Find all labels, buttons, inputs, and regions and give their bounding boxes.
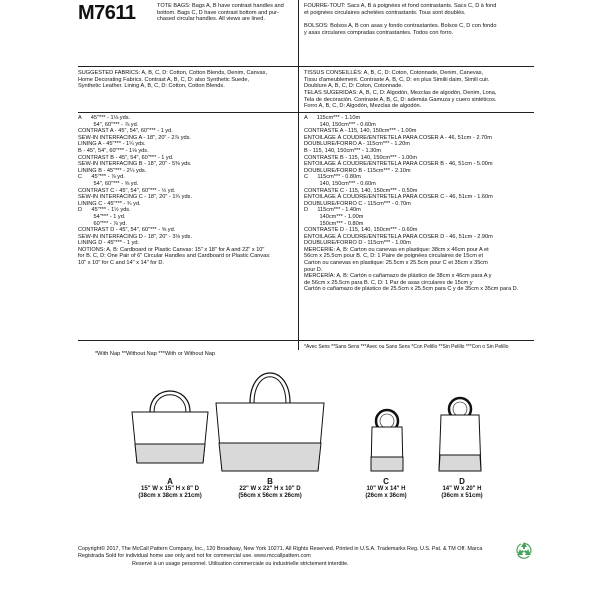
nap-key-en: *With Nap **Without Nap ***With or Without Nap [95, 351, 216, 357]
view-d-caption [414, 477, 510, 500]
header-es: BOLSOS: Bolsos A, B con asas y fondo contrastantes. Bolsos C, D con fondo y asas circulares compradas contrastantes. Todos con forro. [304, 23, 497, 36]
divider-top [78, 66, 534, 67]
bag-c-ring-inner [380, 414, 394, 428]
fabrics-fr: TISSUS CONSEILLÉS: A, B, C, D: Coton, Cotonnade, Denim, Canevas, Tissu d'ameublement. Contraste A, B, C, D: en plus Similii daim, Simili cuir. Doublure A, B, C, D: Coton, Cotonnade. [304, 70, 490, 90]
bag-b-illustration [210, 373, 330, 478]
view-c-size: 10" W x 14" H [366, 486, 406, 492]
fabrics-en: SUGGESTED FABRICS: A, B, C, D: Cotton, Cotton Blends, Denim, Canvas, Home Decorating Fabrics. Contrast A, B, C, D: also Synthetic Suede, Synthetic Leather. Lining A, B, C, D: Cotton, Cotton Blends. [78, 70, 268, 90]
view-d-size: 14" W x 20" H [442, 486, 482, 492]
column-divider [298, 0, 299, 350]
bag-d-bottom [439, 455, 481, 471]
view-d-letter: D [459, 477, 465, 486]
divider-fabrics [78, 112, 534, 113]
fabrics-es: TELAS SUGERIDAS: A, B, C, D: Algodón, Mezclas de algodón, Denim, Lona, Tela de decoración. Contraste A, B, C, D: además Gamuza y cuero sintéticos. Forro A, B, C, D: Algodón, Mezclas de algodón. [304, 90, 497, 110]
bag-b-bottom [219, 443, 321, 471]
bag-a-illustration [120, 392, 220, 472]
bag-c-bottom [371, 457, 403, 471]
pattern-number: M7611 [78, 2, 136, 24]
bag-a-handle-inner [154, 395, 186, 412]
yardage-fr-es: A 115cm*** - 1.10m 140, 150cm*** - 0.60m CONTRASTE A - 115, 140, 150cm*** - 1.00m ENTOILAGE À COUDRE/ENTRETELA PARA COSER A - 46, 51cm - 2.70m DOUBLURE/FORRO A - 115cm*** - 1.20m B - 115, 140, 150cm*** - 1.30m CONTRASTE B - 115, 140, 150cm*** - 1.00m ENTOILAGE À COUDRE/ENTRETELA PARA COSER B - 46, 51cm - 5.00m DOUBLURE/FORRO B - 115cm*** - 2.10m C 115cm*** - 0.80m 140, 150cm*** - 0.60m CONTRASTE C - 115, 140, 150cm*** - 0.50m ENTOILAGE À COUDRE/ENTRETELA PARA COSER C - 46, 51cm - 1.60m DOUBLURE/FORRO C - 115cm*** - 0.70m D 115cm*** - 1.40m 140cm*** - 1.00m 150cm*** - 0.80m CONTRASTE D - 115, 140, 150cm*** - 0.60m ENTOILAGE À COUDRE/ENTRETELA PARA COSER D - 46, 51cm - 2.90m DOUBLURE/FORRO D - 115cm*** - 1.00m MERCERIE: A, B: Carton ou canevas en plastique: 38cm x 46cm pour A et 56cm x 25.5cm pour B. C, D: 1 Paire de poignées circulaires de 15cm et Carton ou canevas en plastique: 25.5cm x 25.5cm pour C et 35cm x 35cm pour D. MERCERÍA: A, B: Cartón o cañamazo de plástico de 38cm x 46cm para A y de 56cm x 25.5cm para B. C, D: 1 Par de asas circulares de 15cm y Cartón o cañamazo de plástico de 25.5cm x 25.5cm para C y de 35cm x 35cm para D. [304, 115, 519, 293]
bag-d-illustration [425, 395, 495, 477]
view-a-metric: (38cm x 38cm x 21cm) [138, 493, 202, 499]
view-a-size: 15" W x 15" H x 8" D [141, 486, 199, 492]
nap-key-fr-es: *Avec Sens **Sans Sens ***Avec ou Sans Sens *Con Pelillo **Sin Pelillo ***Con o Sin Pelillo [304, 344, 509, 350]
view-b-caption [210, 477, 330, 500]
footer-line-3: Reservé à un usage personnel. Utilisation commerciale ou industrielle strictement interdite. [132, 561, 349, 567]
view-b-size: 22" W x 22" H x 10" D [239, 486, 301, 492]
bag-a-bottom [135, 444, 205, 463]
footer-line-2: Registrada Sold for individual home use only and not for commercial use. www.mccallpattern.com [78, 553, 311, 559]
footer-line-1: Copyright© 2017, The McCall Pattern Company, Inc., 120 Broadway, New York 10271, All Rights Reserved. Printed in U.S.A. Trademarks Reg. U.S. Pat. & TM Off. Marca [78, 546, 483, 552]
bag-c-illustration [357, 405, 417, 477]
view-b-letter: B [267, 477, 273, 486]
view-b-metric: (56cm x 56cm x 26cm) [238, 493, 302, 499]
recycle-icon [514, 540, 534, 560]
bag-a-handle [150, 391, 190, 412]
divider-bottom-yardage [78, 340, 534, 341]
header-fr: FOURRE-TOUT: Sacs A, B à poignées et fond contrastants. Sacs C, D à fond et poignées circulaires achetées contrastants. Tous sont doublés. [304, 3, 497, 16]
view-c-letter: C [383, 477, 389, 486]
yardage-en: A 45"*** - 1⅛ yds. 54", 60"*** - ⅞ yd. CONTRAST A - 45", 54", 60"*** - 1 yd. SEW-IN INTERFACING A - 18", 20" - 2⅞ yds. LINING A - 45"*** - 1¼ yds. B - 45", 54", 60"*** - 1⅛ yds. CONTRAST B - 45", 54", 60"*** - 1 yd. SEW-IN INTERFACING B - 18", 20" - 5⅜ yds. LINING B - 45"*** - 2¼ yds. C 45"*** - ⅞ yd. 54", 60"*** - ⅝ yd. CONTRAST C - 45", 54", 60"*** - ½ yd. SEW-IN INTERFACING C - 18", 20" - 1¾ yds. LINING C - 45"*** - ¾ yd. D 45"*** - 1½ yds. 54"*** - 1 yd. 60"*** - ⅞ yd. CONTRAST D - 45", 54", 60"*** - ⅝ yd. SEW-IN INTERFACING D - 18", 20" - 3⅛ yds. LINING D - 45"*** - 1 yd. NOTIONS: A, B: Cardboard or Plastic Canvas: 15" x 18" for A and 22" x 10" for B. C, D: One Pair of 6" Circular Handles and Cardboard or Plastic Canvas: 10" x 10" for C and 14" x 14" for D. [78, 115, 271, 267]
bag-d-ring-inner [453, 402, 467, 416]
header-en: TOTE BAGS: Bags A, B have contrast handles and bottom. Bags C, D have contrast bottom and pur- chased circular handles. All views are lined. [157, 3, 284, 23]
view-c-metric: (26cm x 36cm) [365, 493, 407, 499]
bag-b-handle-inner [254, 377, 286, 403]
view-a-letter: A [167, 477, 173, 486]
view-d-metric: (36cm x 51cm) [441, 493, 483, 499]
